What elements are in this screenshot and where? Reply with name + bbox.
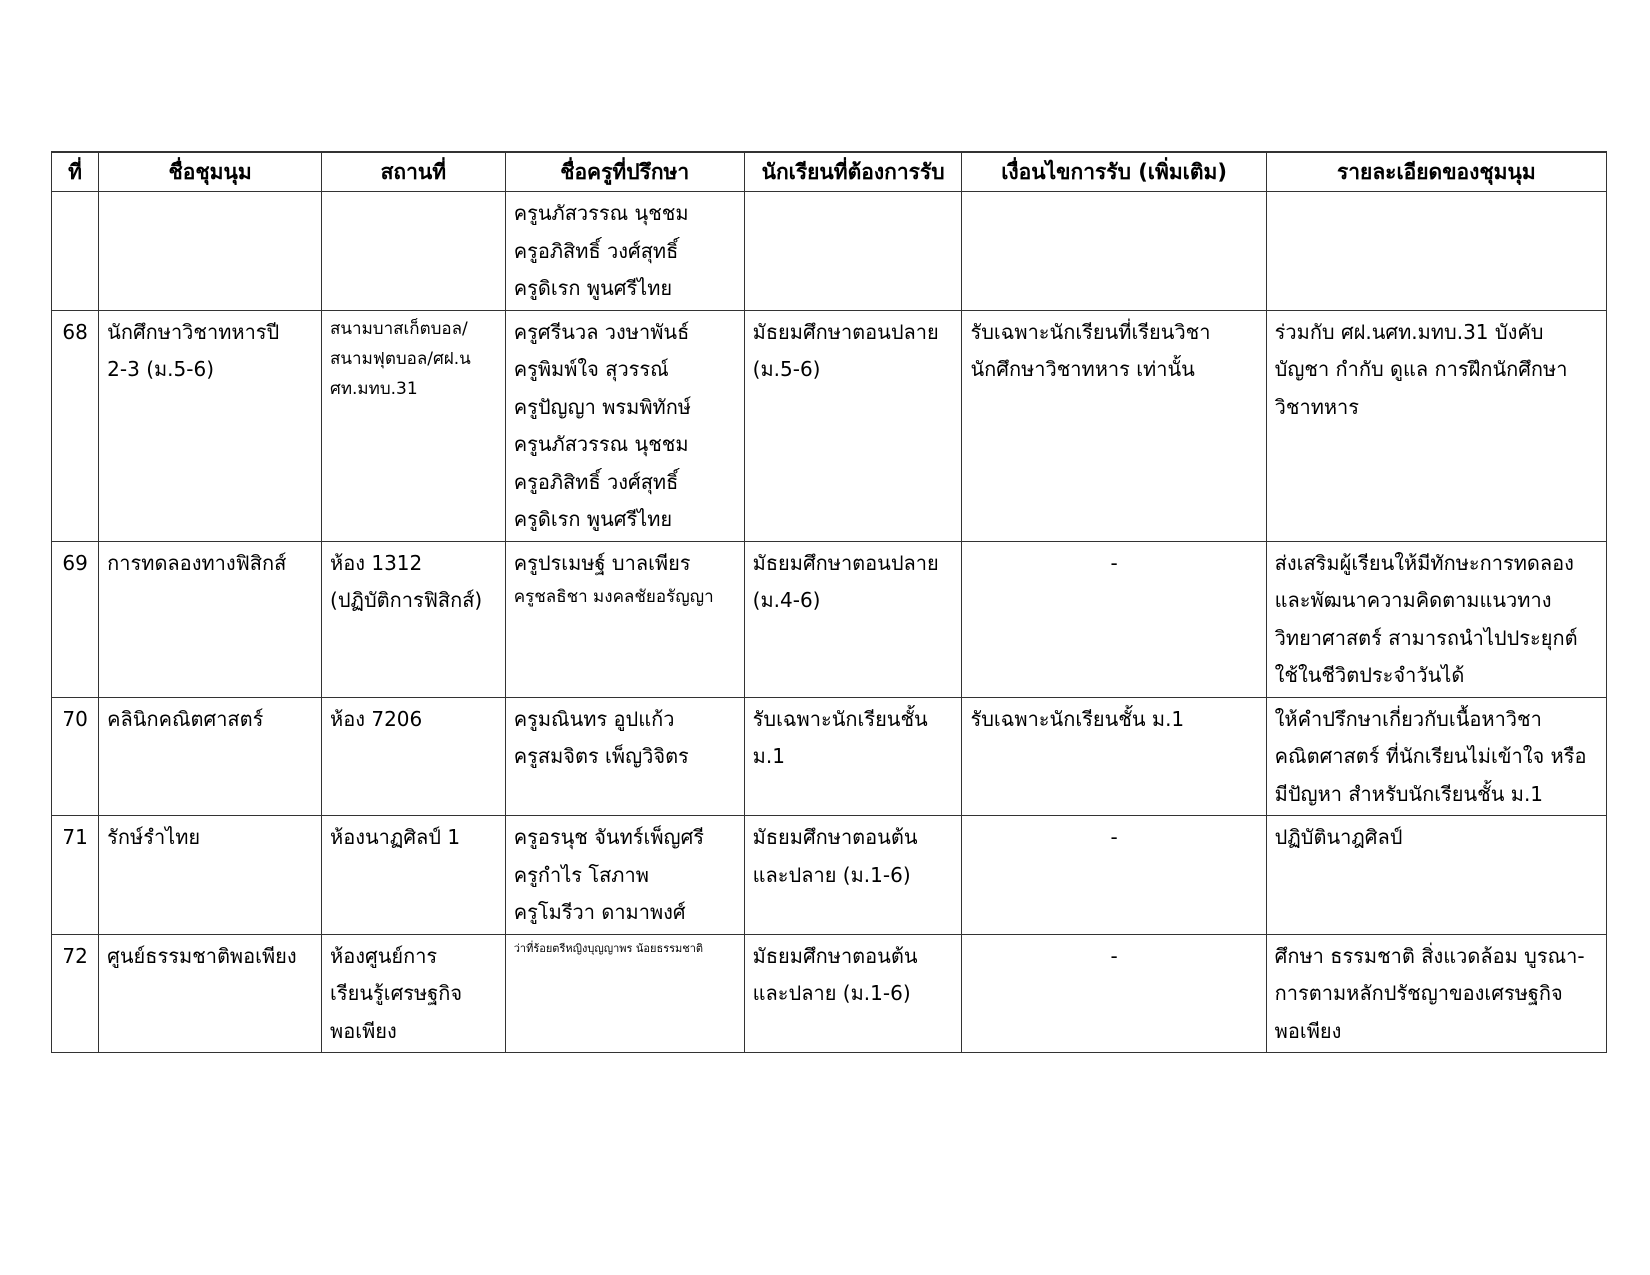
details-line: คณิตศาสตร์ ที่นักเรียนไม่เข้าใจ หรือ [1274, 744, 1587, 768]
conditions-line: รับเฉพาะนักเรียนที่เรียนวิชา [970, 319, 1211, 344]
club-name-line: นักศึกษาวิชาทหารปี [107, 319, 280, 344]
cell-details [1266, 541, 1606, 697]
club-name-line: รักษ์รำไทย [107, 825, 201, 849]
teacher-name: ครูกำไร โสภาพ [513, 862, 649, 887]
cell-conditions: - [962, 934, 1266, 1053]
cell-teachers [505, 697, 744, 816]
table-header-row [52, 152, 1607, 192]
teacher-name: ครูดิเรก พูนศรีไทย [513, 276, 673, 300]
students-line: มัธยมศึกษาตอนปลาย [752, 550, 939, 575]
cell-place [322, 192, 506, 311]
students-line: รับเฉพาะนักเรียนชั้น [752, 706, 928, 731]
cell-details [1266, 934, 1606, 1053]
cell-teachers [505, 816, 744, 935]
cell-no [52, 192, 99, 311]
teacher-name: ครูมณินทร อูปแก้ว [513, 706, 675, 731]
cell-club-name [99, 541, 322, 697]
place-line: ห้อง 1312 [330, 550, 423, 575]
teacher-name: ครูนภัสวรรณ นุชชม [513, 432, 689, 456]
club-table [51, 151, 1607, 1053]
table-row [52, 541, 1607, 697]
cell-no: 72 [52, 934, 99, 1053]
students-line: ม.1 [752, 744, 785, 768]
teacher-name: ครูอภิสิทธิ์ วงศ์สุทธิ์ [513, 238, 679, 263]
students-line: มัธยมศึกษาตอนต้น [752, 943, 918, 968]
cell-details [1266, 816, 1606, 935]
cell-place [322, 310, 506, 541]
cell-club-name [99, 310, 322, 541]
teacher-name: ครูดิเรก พูนศรีไทย [513, 507, 673, 531]
table-row [52, 697, 1607, 816]
cell-place [322, 541, 506, 697]
cell-details [1266, 697, 1606, 816]
place-line: ศท.มทบ.31 [330, 378, 418, 399]
details-line: ปฏิบัตินาฎศิลป์ [1274, 825, 1403, 849]
place-line: (ปฏิบัติการฟิสิกส์) [330, 588, 483, 612]
students-line: มัธยมศึกษาตอนต้น [752, 825, 918, 849]
table-row [52, 816, 1607, 935]
cell-conditions: - [962, 816, 1266, 935]
cell-no: 71 [52, 816, 99, 935]
place-line: พอเพียง [330, 1018, 397, 1043]
cell-club-name [99, 816, 322, 935]
students-line: (ม.5-6) [752, 357, 821, 381]
table-row [52, 310, 1607, 541]
students-line: (ม.4-6) [752, 588, 821, 612]
cell-conditions [962, 697, 1266, 816]
cell-no: 68 [52, 310, 99, 541]
cell-teachers [505, 934, 744, 1053]
teacher-name: ครูปรเมษฐ์ บาลเพียร [513, 550, 691, 575]
cell-teachers [505, 541, 744, 697]
table-row [52, 192, 1607, 311]
club-name-line: 2-3 (ม.5-6) [107, 357, 215, 381]
details-line: การตามหลักปรัชญาของเศรษฐกิจ [1274, 981, 1563, 1005]
cell-conditions: - [962, 541, 1266, 697]
cell-students [744, 816, 962, 935]
teacher-name: ครูอภิสิทธิ์ วงศ์สุทธิ์ [513, 469, 679, 494]
details-line: วิทยาศาสตร์ สามารถนำไปประยุกต์ [1274, 625, 1578, 650]
place-line: เรียนรู้เศรษฐกิจ [330, 981, 463, 1005]
details-line: ศึกษา ธรรมชาติ สิ่งแวดล้อม บูรณา- [1274, 943, 1585, 968]
cell-club-name [99, 934, 322, 1053]
place-line: ห้องนาฏศิลป์ 1 [330, 825, 461, 849]
header-conditions: เงื่อนไขการรับ (เพิ่มเติม) [962, 152, 1266, 192]
students-line: และปลาย (ม.1-6) [752, 981, 911, 1005]
teacher-name: ครูโมรีวา ดามาพงศ์ [513, 900, 686, 924]
cell-no: 70 [52, 697, 99, 816]
cell-place [322, 934, 506, 1053]
cell-details [1266, 310, 1606, 541]
cell-place [322, 697, 506, 816]
conditions-line: นักศึกษาวิชาทหาร เท่านั้น [970, 357, 1195, 381]
students-line: และปลาย (ม.1-6) [752, 862, 911, 887]
cell-students [744, 697, 962, 816]
cell-teachers [505, 192, 744, 311]
details-line: ร่วมกับ ศฝ.นศท.มทบ.31 บังคับ [1274, 319, 1544, 344]
details-line: และพัฒนาความคิดตามแนวทาง [1274, 588, 1552, 612]
teacher-name: ครูอรนุช จันทร์เพ็ญศรี [513, 825, 705, 849]
cell-club-name [99, 697, 322, 816]
header-no: ที่ [52, 152, 99, 192]
teacher-name: ครูนภัสวรรณ นุชชม [513, 201, 689, 225]
cell-club-name [99, 192, 322, 311]
conditions-line: รับเฉพาะนักเรียนชั้น ม.1 [970, 706, 1185, 731]
cell-students [744, 541, 962, 697]
header-teachers: ชื่อครูที่ปรึกษา [505, 152, 744, 192]
cell-conditions [962, 310, 1266, 541]
cell-details [1266, 192, 1606, 311]
details-line: พอเพียง [1274, 1018, 1342, 1043]
teacher-name: ว่าที่ร้อยตรีหญิงบุญญาพร น้อยธรรมชาติ [513, 941, 704, 955]
cell-no: 69 [52, 541, 99, 697]
header-students: นักเรียนที่ต้องการรับ [744, 152, 962, 192]
cell-teachers [505, 310, 744, 541]
club-name-line: การทดลองทางฟิสิกส์ [107, 550, 287, 575]
details-line: ให้คำปรึกษาเกี่ยวกับเนื้อหาวิชา [1274, 706, 1542, 731]
teacher-name: ครูสมจิตร เพ็ญวิจิตร [513, 744, 689, 768]
details-line: บัญชา กำกับ ดูแล การฝึกนักศึกษา [1274, 357, 1568, 381]
teacher-name: ครูศรีนวล วงษาพันธ์ [513, 319, 690, 344]
table-row [52, 934, 1607, 1053]
cell-conditions [962, 192, 1266, 311]
cell-students [744, 192, 962, 311]
details-line: ส่งเสริมผู้เรียนให้มีทักษะการทดลอง [1274, 550, 1574, 575]
teacher-name: ครูปัญญา พรมพิทักษ์ [513, 394, 691, 419]
header-place: สถานที่ [322, 152, 506, 192]
place-line: ห้อง 7206 [330, 706, 423, 731]
header-club-name: ชื่อชุมนุม [99, 152, 322, 192]
place-line: สนามฟุตบอล/ศฝ.น [330, 348, 471, 369]
details-line: มีปัญหา สำหรับนักเรียนชั้น ม.1 [1274, 781, 1544, 806]
place-line: สนามบาสเก็ตบอล/ [330, 318, 468, 339]
details-line: ใช้ในชีวิตประจำวันได้ [1274, 663, 1465, 687]
club-name-line: ศูนย์ธรรมชาติพอเพียง [107, 943, 297, 968]
teacher-name: ครูพิมพ์ใจ สุวรรณ์ [513, 357, 669, 381]
cell-students [744, 310, 962, 541]
cell-students [744, 934, 962, 1053]
teacher-name: ครูชลธิชา มงคลชัยอรัญญา [513, 587, 714, 607]
header-details: รายละเอียดของชุมนุม [1266, 152, 1606, 192]
students-line: มัธยมศึกษาตอนปลาย [752, 319, 939, 344]
place-line: ห้องศูนย์การ [330, 943, 438, 968]
club-name-line: คลินิกคณิตศาสตร์ [107, 706, 264, 731]
cell-place [322, 816, 506, 935]
details-line: วิชาทหาร [1274, 394, 1360, 419]
